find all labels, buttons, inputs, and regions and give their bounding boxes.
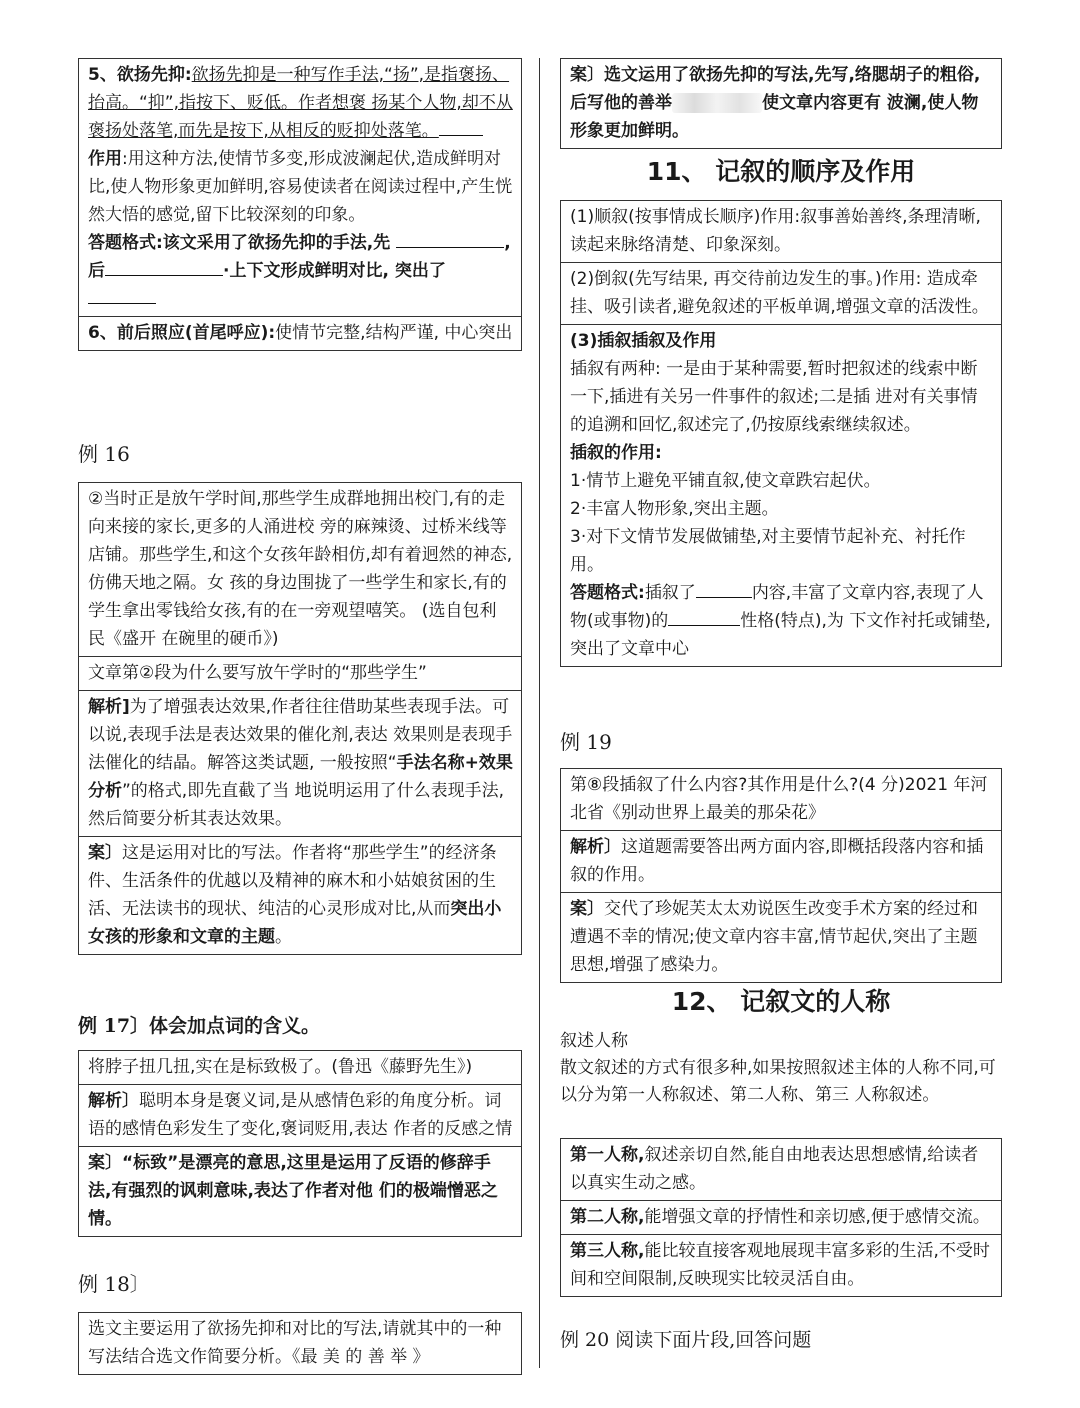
answer-format-c: ·上下文形成鲜明对比, 突出了 bbox=[223, 261, 446, 281]
underline-tail bbox=[439, 117, 483, 136]
technique-5-function bbox=[88, 145, 513, 229]
fill-blank-3[interactable] bbox=[88, 285, 156, 304]
analysis-text: 这道题需要答出两方面内容,即概括段落内容和插叙的作用。 bbox=[570, 837, 984, 885]
analysis-label: 解析] bbox=[88, 697, 130, 717]
answer-text-b: 。 bbox=[275, 927, 292, 947]
analysis-text-b: ”的格式,即先直截了当 地说明运用了什么表现手法,然后简要分析其表达效果。 bbox=[88, 781, 505, 829]
analysis-text: 聪明本身是褒义词,是从感情色彩的角度分析。词语的感情色彩发生了变化,褒词贬用,表达 作者的反感之情 bbox=[88, 1091, 513, 1139]
answer-format-a: 答题格式:该文采用了欲扬先抑的手法,先 bbox=[88, 233, 391, 253]
answer-format bbox=[88, 229, 513, 313]
fill-blank-2[interactable] bbox=[105, 257, 223, 276]
example-16-question: 文章第②段为什么要写放午学时的“那些学生” bbox=[79, 656, 521, 690]
answer-bold: 突出小女孩的形象和文章的主题 bbox=[88, 899, 502, 947]
answer-text: 交代了珍妮芙太太劝说医生改变手术方案的经过和遭遇不幸的情况;使文章内容丰富,情节起伏,突出了主题思想,增强了感染力。 bbox=[570, 899, 978, 975]
technique-box-5-6 bbox=[78, 58, 522, 351]
narrative-person-box bbox=[560, 1138, 1002, 1297]
example-19-answer bbox=[561, 892, 1001, 982]
second-person-text: 能增强文章的抒情性和亲切感,便于感情交流。 bbox=[644, 1207, 990, 1227]
fill-blank-5[interactable] bbox=[668, 607, 740, 626]
analysis-label: 解析〕 bbox=[88, 1091, 139, 1111]
section-11-heading: 11、 记叙的顺序及作用 bbox=[646, 157, 916, 186]
second-person-label: 第二人称, bbox=[570, 1207, 645, 1227]
technique-6-cell bbox=[79, 316, 521, 350]
narrative-order-box bbox=[560, 200, 1002, 667]
example-17-answer: 案〕“标致”是漂亮的意思,这里是运用了反语的修辞手法,有强烈的讽刺意味,表达了作者对他 们的极端憎恶之情。 bbox=[79, 1146, 521, 1236]
technique-5-definition: 欲扬先抑是一种写作手法,“扬”,是指褒扬、抬高。“抑”,指按下、贬低。作者想褒 扬某个人物,却不从褒扬处落笔,而先是按下,从相反的贬抑处落笔。 bbox=[88, 65, 513, 141]
example-17-label: 例 17〕体会加点词的含义。 bbox=[78, 1015, 321, 1037]
interpolation-item-3: 3·对下文情节发展做铺垫,对主要情节起补充、衬托作用。 bbox=[570, 527, 966, 575]
format-a: 插叙了 bbox=[644, 583, 696, 603]
first-person-text: 叙述亲切自然,能自由地表达思想感情,给读者以真实生动之感。 bbox=[570, 1145, 979, 1193]
interpolation-item-1: 1·情节上避免平铺直叙,使文章跌宕起伏。 bbox=[570, 471, 881, 491]
intro-title: 叙述人称 bbox=[560, 1031, 628, 1051]
order-interpolation bbox=[561, 324, 1001, 666]
format-b: 内容,丰富了文章内容,表现了人物(或事物)的 bbox=[570, 583, 984, 631]
analysis-text-a: 为了增强表达效果,作者往往借助某些表现手法。可以说,表现手法是表达效果的催化剂,表达 效果则是表现手法催化的结晶。解答这类试题, 一般按照“ bbox=[88, 697, 513, 773]
example-19-analysis bbox=[561, 830, 1001, 892]
function-text: :用这种方法,使情节多变,形成波澜起伏,造成鲜明对比,使人物形象更加鲜明,容易使读者在阅读过程中,产生恍然大悟的感觉,留下比较深刻的印象。 bbox=[88, 149, 513, 225]
example-17-box bbox=[78, 1050, 522, 1237]
interpolation-answer-format bbox=[570, 579, 993, 663]
third-person-label: 第三人称, bbox=[570, 1241, 645, 1261]
technique-6-title: 6、前后照应(首尾呼应): bbox=[88, 323, 276, 343]
example-18-question: 选文主要运用了欲扬先抑和对比的写法,请就其中的一种写法结合选文作简要分析。《最 美 的 善 举 》 bbox=[88, 1319, 502, 1367]
format-label: 答题格式: bbox=[570, 583, 645, 603]
format-c: 性格(特点),为 下文作衬托或铺垫,突出了文章中心 bbox=[570, 611, 991, 659]
example-16-passage: ②当时正是放午学时间,那些学生成群地拥出校门,有的走向来接的家长,更多的人涌进校 旁的麻辣烫、过桥米线等店铺。那些学生,和这个女孩年龄相仿,却有着迥然的神态,仿佛天地之隔。女 孩的身边围拢了一些学生和家长,有的学生拿出零钱给女孩,有的在一旁观望嘻笑。 (选自包利民《盛开 在碗里的硬币》) bbox=[88, 489, 513, 649]
interpolation-item-2: 2·丰富人物形象,突出主题。 bbox=[570, 499, 779, 519]
answer-format-b: ,后 bbox=[88, 233, 511, 281]
answer-text-a: 这是运用对比的写法。作者将“那些学生”的经济条件、生活条件的优越以及精神的麻木和小姑娘贫困的生活、无法读书的现状、纯洁的心灵形成对比,从而 bbox=[88, 843, 497, 919]
order-flashback: (2)倒叙(先写结果, 再交待前边发生的事。)作用: 造成牵挂、吸引读者,避免叙述的平板单调,增强文章的活泼性。 bbox=[561, 262, 1001, 324]
intro-text: 散文叙述的方式有很多种,如果按照叙述主体的人称不同,可以分为第一人称叙述、第二人称、第三 人称叙述。 bbox=[560, 1058, 996, 1105]
first-person bbox=[561, 1139, 1001, 1200]
example-17-quote: 将脖子扭几扭,实在是标致极了。(鲁迅《藤野先生》) bbox=[88, 1057, 473, 1077]
blurred-watermark bbox=[672, 93, 762, 113]
example-19-box bbox=[560, 768, 1002, 983]
fill-blank-1[interactable] bbox=[396, 229, 504, 248]
answer-label: 案〕 bbox=[570, 899, 604, 919]
interpolation-function-title: 插叙的作用: bbox=[570, 443, 662, 463]
function-label: 作用 bbox=[88, 149, 122, 169]
example-18-answer-box bbox=[560, 58, 1002, 149]
example-19-label: 例 19 bbox=[560, 730, 612, 754]
answer-b: 使文章内容更有 波澜,使人物形象更加鲜明。 bbox=[570, 93, 979, 141]
example-16-answer bbox=[79, 836, 521, 954]
example-18-box bbox=[78, 1312, 522, 1375]
interpolation-text: 插叙有两种: 一是由于某种需要,暂时把叙述的线索中断一下,插进有关另一件事件的叙述;二是插 进对有关事情的追溯和回忆,叙述完了,仍按原线索继续叙述。 bbox=[570, 359, 978, 435]
second-person bbox=[561, 1200, 1001, 1234]
example-17-analysis bbox=[79, 1084, 521, 1146]
third-person bbox=[561, 1234, 1001, 1296]
column-divider bbox=[539, 58, 540, 1368]
example-20-label: 例 20 阅读下面片段,回答问题 bbox=[560, 1329, 812, 1351]
answer-label: 案〕 bbox=[88, 843, 122, 863]
technique-6-text: 使情节完整,结构严谨, 中心突出 bbox=[275, 323, 513, 343]
technique-5-cell bbox=[79, 59, 521, 316]
answer-a: 案〕选文运用了欲扬先抑的写法,先写,络腮胡子的粗俗,后写他的善举 bbox=[570, 65, 981, 113]
example-18-label: 例 18〕 bbox=[78, 1272, 150, 1296]
first-person-label: 第一人称, bbox=[570, 1145, 645, 1165]
example-18-answer bbox=[561, 59, 1001, 148]
example-19-question: 第⑧段插叙了什么内容?其作用是什么?(4 分)2021 年河北省《别动世界上最美的那朵花》 bbox=[570, 775, 988, 823]
analysis-bold: 手法名称+效果分析 bbox=[88, 753, 513, 801]
technique-5-title: 5、欲扬先抑: bbox=[88, 65, 192, 85]
analysis-label: 解析〕 bbox=[570, 837, 621, 857]
example-16-analysis bbox=[79, 690, 521, 836]
third-person-text: 能比较直接客观地展现丰富多彩的生活,不受时间和空间限制,反映现实比较灵活自由。 bbox=[570, 1241, 990, 1289]
fill-blank-4[interactable] bbox=[696, 579, 752, 598]
example-16-label: 例 16 bbox=[78, 442, 130, 466]
order-chronological: (1)顺叙(按事情成长顺序)作用:叙事善始善终,条理清晰,读起来脉络清楚、印象深刻。 bbox=[570, 207, 981, 255]
interpolation-title: (3)插叙插叙及作用 bbox=[570, 331, 717, 351]
example-16-box bbox=[78, 482, 522, 955]
narrative-person-intro bbox=[560, 1028, 1002, 1109]
section-12-heading: 12、 记叙文的人称 bbox=[671, 987, 891, 1016]
